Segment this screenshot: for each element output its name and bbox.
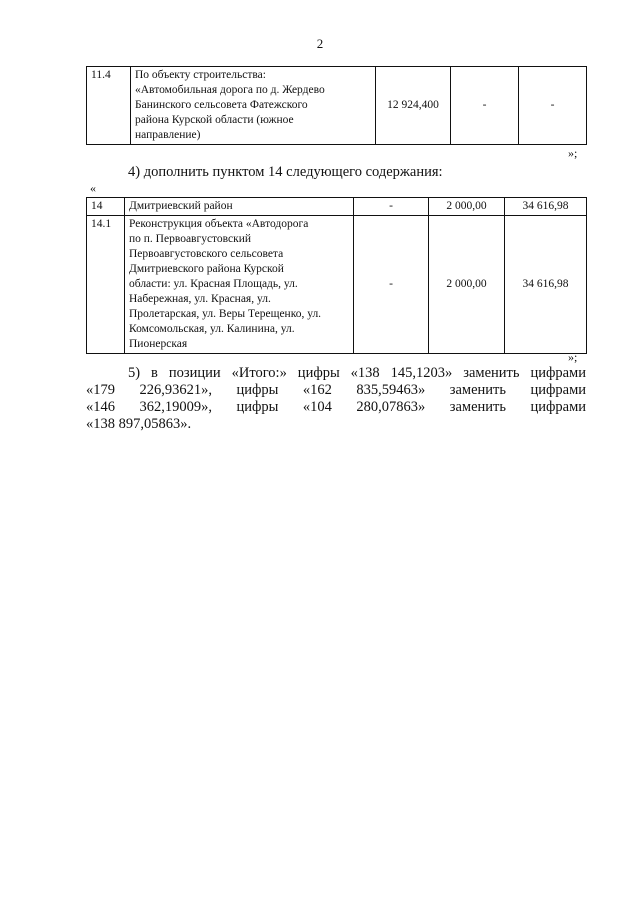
row-description (131, 67, 376, 145)
description-line: по п. Первоавгустовский (129, 233, 252, 245)
description-line: Комсомольская, ул. Калинина, ул. (129, 323, 295, 335)
opening-quote: « (90, 181, 96, 195)
description-line: Пионерская (129, 338, 188, 350)
closing-quote: »; (568, 350, 578, 364)
page-number: 2 (316, 36, 324, 51)
value-cell-3: - (519, 67, 587, 145)
description-line: области: ул. Красная Площадь, ул. (129, 278, 298, 290)
row-description (125, 198, 354, 216)
value-cell-1: 12 924,400 (376, 67, 451, 145)
row-number: 14 (87, 198, 125, 216)
row-number: 14.1 (87, 216, 125, 354)
value-cell-2: 2 000,00 (429, 198, 505, 216)
paragraph-line: «179 226,93621», цифры «162 835,59463» заменить цифрами (86, 382, 586, 398)
row-description (125, 216, 354, 354)
paragraph-line: 5) в позиции «Итого:» цифры «138 145,1203» заменить цифрами (128, 365, 586, 381)
description-line: «Автомобильная дорога по д. Жердево (135, 84, 325, 96)
table-item-11-4 (86, 66, 587, 145)
value-cell-1: - (354, 198, 429, 216)
description-line: Набережная, ул. Красная, ул. (129, 293, 271, 305)
description-line: направление) (135, 129, 201, 141)
description-line: По объекту строительства: (135, 69, 266, 81)
description-line: Дмитриевского района Курской (129, 263, 284, 275)
paragraph-line: «146 362,19009», цифры «104 280,07863» заменить цифрами (86, 399, 586, 415)
description-line: Банинского сельсовета Фатежского (135, 99, 308, 111)
value-cell-2: 2 000,00 (429, 216, 505, 354)
value-cell-1: - (354, 216, 429, 354)
description-line: Пролетарская, ул. Веры Терещенко, ул. (129, 308, 322, 320)
description-line: Реконструкция объекта «Автодорога (129, 218, 309, 230)
description-line: Дмитриевский район (129, 200, 233, 212)
item-5-paragraph (86, 365, 586, 433)
row-number: 11.4 (87, 67, 131, 145)
description-line: района Курской области (южное (135, 114, 294, 126)
value-cell-3: 34 616,98 (505, 216, 587, 354)
item-4-text: 4) дополнить пунктом 14 следующего содержания: (128, 164, 443, 180)
table-row (87, 198, 587, 216)
table-row (87, 216, 587, 354)
closing-quote: »; (568, 146, 578, 160)
description-line: Первоавгустовского сельсовета (129, 248, 284, 260)
value-cell-3: 34 616,98 (505, 198, 587, 216)
table-row (87, 67, 587, 145)
paragraph-line: «138 897,05863». (86, 416, 192, 432)
table-item-14 (86, 197, 587, 354)
value-cell-2: - (451, 67, 519, 145)
